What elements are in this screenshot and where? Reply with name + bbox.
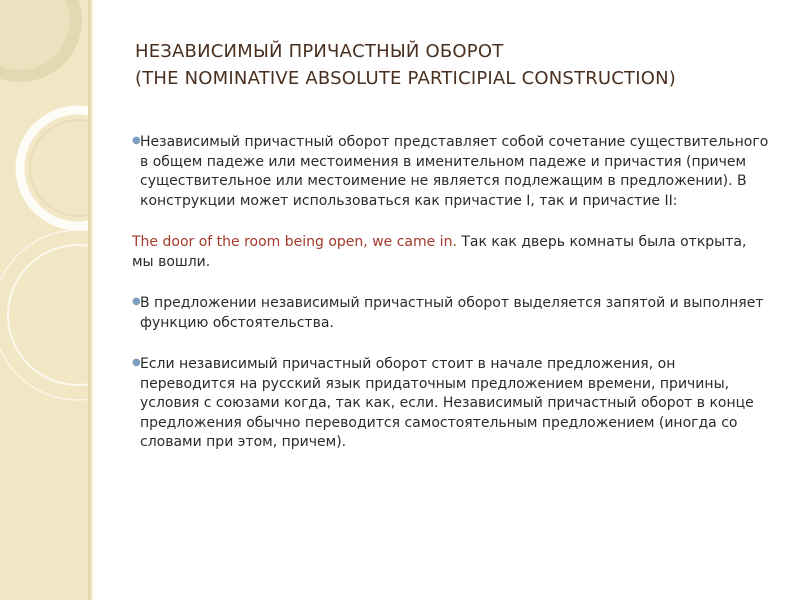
- bullet-item-function: [132, 294, 772, 333]
- bullet-icon: ●: [132, 357, 141, 368]
- title-line-english: (THE NOMINATIVE ABSOLUTE PARTICIPIAL CONSTRUCTION): [135, 68, 676, 89]
- title-line-russian: НЕЗАВИСИМЫЙ ПРИЧАСТНЫЙ ОБОРОТ: [135, 41, 504, 62]
- example-english-text: The door of the room being open, we came in.: [132, 234, 457, 250]
- decorative-side-panel: [0, 0, 88, 600]
- decorative-circles-graphic: [0, 0, 88, 600]
- bullet-icon: ●: [132, 296, 141, 307]
- example-russian-translation: Так как дверь комнаты была открыта, мы вошли.: [132, 234, 747, 270]
- bullet-item-definition: [132, 133, 772, 211]
- example-sentence: [132, 233, 772, 272]
- side-divider-highlight: [91, 0, 93, 600]
- slide-title: [135, 38, 775, 92]
- bullet-icon: ●: [132, 135, 141, 146]
- bullet-text: В предложении независимый причастный оборот выделяется запятой и выполняет функцию обстоятельства.: [140, 295, 764, 331]
- slide-content: [132, 133, 772, 475]
- bullet-item-translation: [132, 355, 772, 453]
- bullet-text: Если независимый причастный оборот стоит в начале предложения, он переводится на русский язык придаточным предложением времени, причины, условия с союзами когда, так как, если. Независимый причастный оборот в конце предложения обычно переводится самостоятельным предложением (иногда со словами при этом, причем).: [140, 356, 754, 450]
- bullet-text: Независимый причастный оборот представляет собой сочетание существительного в общем падеже или местоимения в именительном падеже и причастия (причем существительное или местоимение не является подлежащим в предложении). В конструкции может использоваться как причастие I, так и причастие II:: [140, 134, 769, 209]
